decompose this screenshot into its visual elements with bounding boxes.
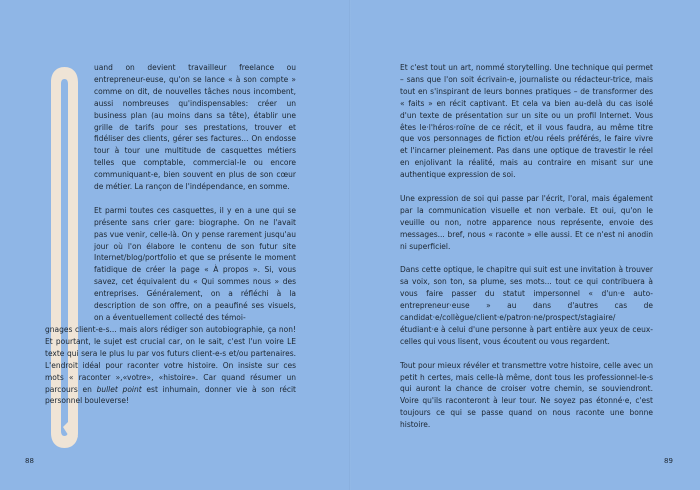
paragraph [45, 324, 296, 407]
left-text-column-bottom [45, 324, 296, 407]
paragraph: Et parmi toutes ces casquettes, il y en a une qui se présente sans crier gare: biographe. On ne l'avait pas vue venir, celle-là. On y pense rarement jusqu'au jour où l'on élabore le contenu de son futur site Internet/blog/portfolio et que se présente le moment fatidique de créer la page « À propos ». Si, vous savez, cet équivalent du « Qui sommes nous » des entreprises. Généralement, on a réfléchi à la description de son offre, on a peaufiné ses visuels, on a éventuellement collecté des témoi- [94, 205, 296, 323]
page-number-right: 89 [664, 457, 673, 465]
paragraph-text: est inhumain, donner vie à son récit personnel bouleverse! [45, 384, 296, 406]
page-number-left: 88 [25, 457, 34, 465]
dropcap-text: Q [49, 65, 50, 66]
paragraph-text: gnages client-e-s... mais alors rédiger son autobiographie, ça non! Et pourtant, le sujet est crucial car, on le sait, c'est l'un voire LE texte qui sera le plus lu par vos futurs client-e-s et/ou partenaires. L'endroit idéal pour raconter votre histoire. On insiste sur ces mots « raconter »,«votre», «histoire». Car quand résumer un parcours en [45, 325, 296, 394]
right-text-column [400, 62, 653, 431]
paragraph: Dans cette optique, le chapitre qui suit est une invitation à trouver sa voix, son ton, sa plume, ses mots... tout ce qui contribuera à vous faire passer du statut impersonnel « d'un·e auto-entrepreneur·euse » au dans d'autres cas de candidat·e/collègue/client·e/patron·ne/prospect/stagiaire/étudiant·e à celui d'une personne à part entière aux yeux de ceux-celles qui vous lisent, vous écoutent ou vous regardent. [400, 265, 653, 346]
left-text-column-top [94, 62, 296, 324]
page-gutter [349, 0, 351, 490]
paragraph: Tout pour mieux révéler et transmettre votre histoire, celle avec un petit h certes, mais celle-là même, dont tous les professionnel-le-s qui auront la chance de croiser votre chemin, se souviendront. Voire qu'ils raconteront à leur tour. Ne soyez pas étonné·e, c'est toujours ce qui se passe quand on nous raconte une bonne histoire. [400, 360, 653, 430]
paragraph: Une expression de soi qui passe par l'écrit, l'oral, mais également par la communication visuelle et non verbale. Et oui, qu'on le veuille ou non, notre apparence nous représente, envoie des messages... bref, nous « raconte » elle aussi. Et ce n'est ni anodin ni superficiel. [400, 193, 653, 251]
paragraph: uand on devient travailleur freelance ou entrepreneur-euse, qu'on se lance « à son compte » comme on dit, de nouvelles tâches nous incombent, aussi nombreuses qu'indispensables: créer un business plan (au moins dans sa tête), établir une grille de tarifs pour ses prestations, trouver et fidéliser des clients, gérer ses factures... On endosse tour à tour une multitude de casquettes métiers telles que comptable, commercial-le ou encore communiquant-e, bien souvent en plus de son cœur de métier. La rançon de l'indépendance, en somme. [94, 63, 296, 192]
emphasis-text: bullet point [96, 384, 142, 394]
paragraph: Et c'est tout un art, nommé storytelling. Une technique qui permet – sans que l'on soit écrivain-e, journaliste ou rédacteur-trice, mais tout en s'inspirant de leurs bonnes pratiques – de transformer des « faits » en récit captivant. Et cela va bien au-delà du cas isolé d'un texte de présentation sur un site ou un profil Internet. Vous êtes le·l'héros·roïne de ce récit, et il vous faudra, au même titre que vos personnages de fiction et/ou réels préférés, le faire vivre et l'incarner pleinement. Pas dans une optique de travestir le réel en enjolivant la réalité, mais au contraire en misant sur une authentique expression de soi. [400, 63, 653, 180]
